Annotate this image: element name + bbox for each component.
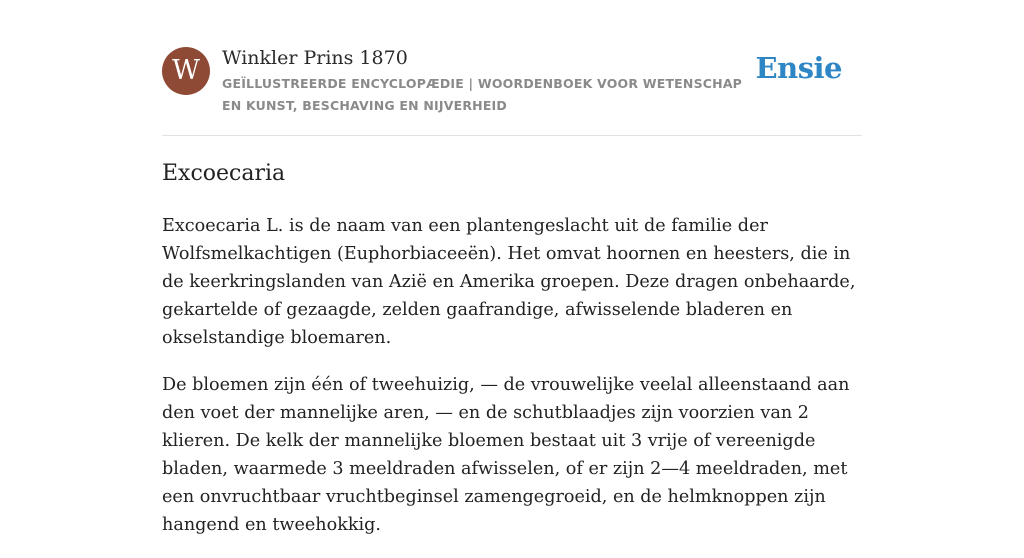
source-avatar[interactable]: W <box>162 47 210 95</box>
source-header <box>162 45 862 125</box>
entry-title: Excoecaria <box>162 161 286 186</box>
entry-content <box>162 212 868 558</box>
source-title[interactable]: Winkler Prins 1870 <box>222 47 408 69</box>
ensie-logo[interactable]: Ensie <box>755 51 842 85</box>
source-info <box>222 45 762 117</box>
entry-paragraph: Excoecaria L. is de naam van een plantengeslacht uit de familie der Wolfsmelkachtigen (Euphorbiaceeën). Het omvat hoornen en heesters, die in de keerkringslanden van Azië en Amerika groepen. Deze dragen onbehaarde, gekartelde of gezaagde, zelden gaafrandige, afwisselende bladeren en okselstandige bloemaren. <box>162 216 856 348</box>
source-subtitle: GEÏLLUSTREERDE ENCYCLOPÆDIE | WOORDENBOEK VOOR WETENSCHAP EN KUNST, BESCHAVING EN NIJVERHEID <box>222 76 743 113</box>
header-divider <box>162 135 862 136</box>
entry-paragraph: De bloemen zijn één of tweehuizig, — de vrouwelijke veelal alleenstaand aan den voet der mannelijke aren, — en de schutblaadjes zijn voorzien van 2 klieren. De kelk der mannelijke bloemen bestaat uit 3 vrije of vereenigde bladen, waarmede 3 meeldraden afwisselen, of er zijn 2—4 meeldraden, met een onvruchtbaar vruchtbeginsel zamengegroeid, en de helmknoppen zijn hangend en tweehokkig. <box>162 375 850 535</box>
